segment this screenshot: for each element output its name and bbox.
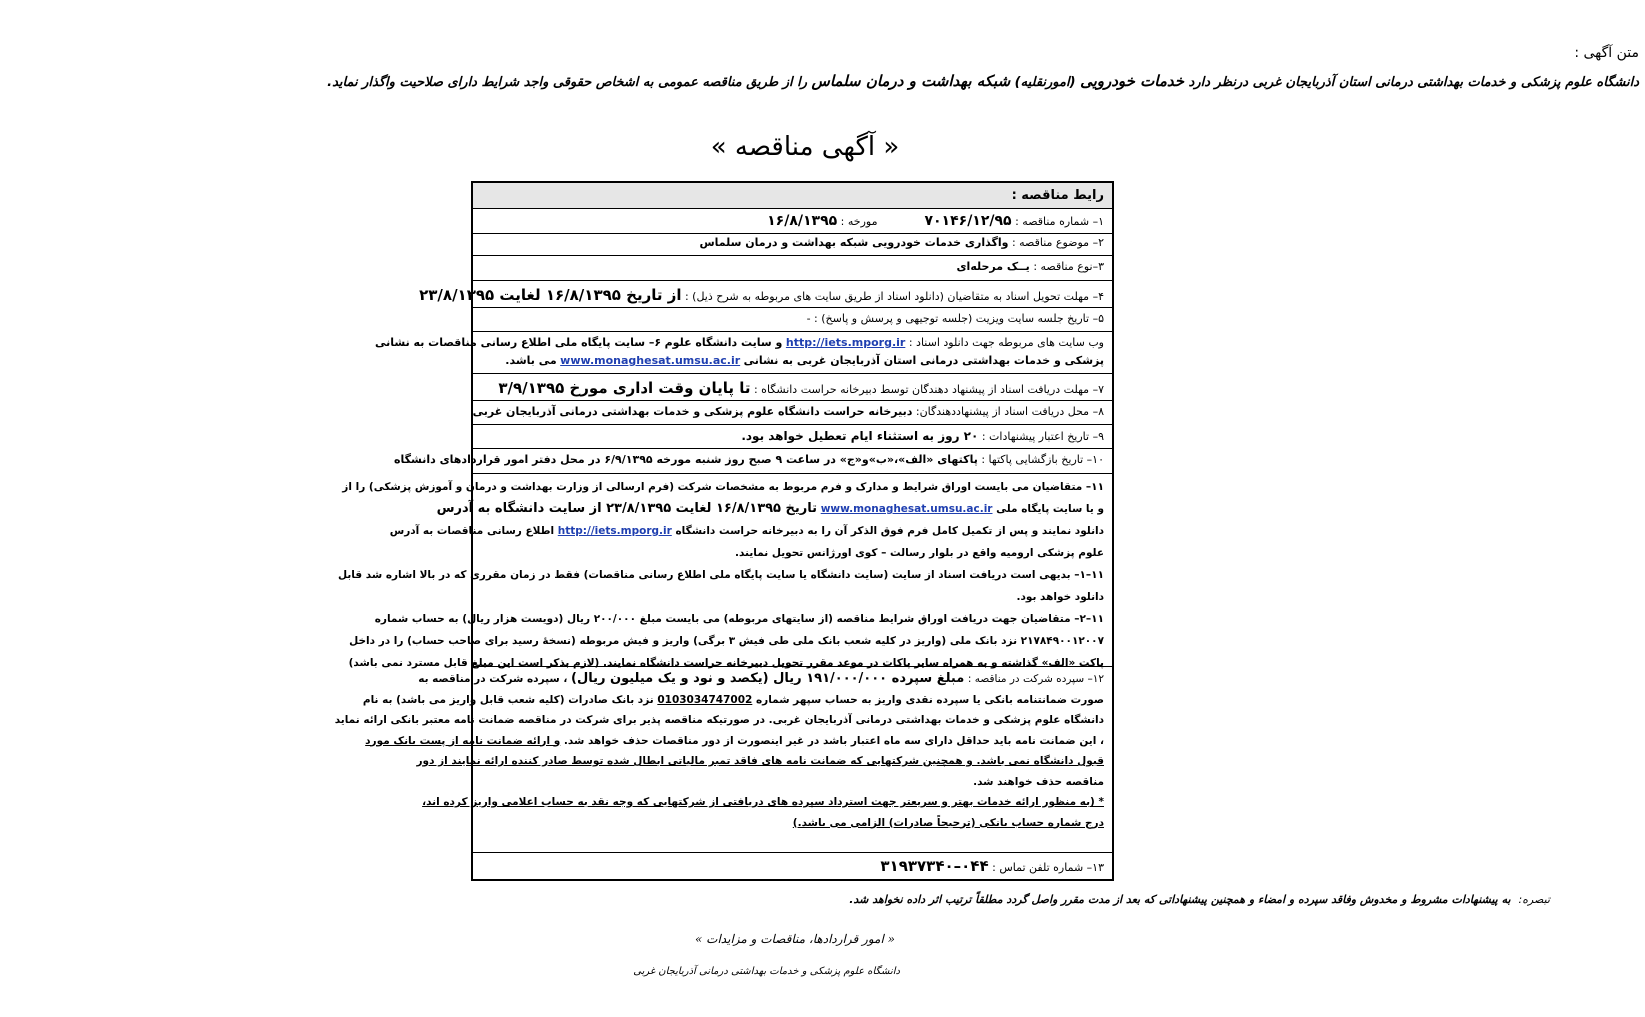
row-opening xyxy=(394,449,1112,474)
submission-place-label: ۸– محل دریافت اسناد از پیشنهاددهندگان: xyxy=(915,405,1104,418)
submission-deadline-label: ۷– مهلت دریافت اسناد از پیشنهاد دهندگان توسط دبیرخانه حراست دانشگاه : xyxy=(753,383,1104,396)
tender-conditions-table xyxy=(334,181,1114,881)
monaghesat-link[interactable]: www.monaghesat.umsu.ac.ir xyxy=(560,354,741,367)
signature-university: دانشگاه علوم پزشکی و خدمات بهداشتی درمانی آذربایجان غربی xyxy=(633,966,900,977)
subject-value: واگذاری خدمات خودرویی شبکه بهداشت و درمان سلماس xyxy=(699,236,1009,249)
deposit-line: قبول دانشگاه نمی باشد. و همچنین شرکتهایی که ضمانت نامه های فاقد تمبر مالیاتی ابطال شده توسط صادر کننده ارائه نمایند از دور xyxy=(416,755,1104,767)
deposit-text: صورت ضمانتنامه بانکی یا سپرده نقدی واریز به حساب سپهر شماره xyxy=(755,693,1104,706)
websites-line-2 xyxy=(481,352,1104,370)
phone-value: ۰۴۴–۳۱۹۳۷۳۴۰ xyxy=(880,857,989,875)
conditions-line xyxy=(389,520,1104,542)
footnote-text: به پیشنهادات مشروط و مخدوش وفاقد سپرده و امضاء و همچنین پیشنهاداتی که بعد از مدت مقرر واصل گردد مطلقاً ترتیب اثر داده نخواهد شد. xyxy=(849,893,1511,906)
deposit-line: مناقصه حذف خواهند شد. xyxy=(973,775,1104,788)
conditions-line: ۱۱– متقاضیان می بایست اوراق شرایط و مدارک و فرم مربوط به مشخصات شرکت (فرم ارسالی از وزارت بهداشت و درمان و آموزش پزشکی) را از xyxy=(342,481,1104,493)
tender-number-value: ۷۰۱۴۶/۱۲/۹۵ xyxy=(924,213,1012,229)
type-label: ۳–نوع مناقصه : xyxy=(1033,260,1104,273)
opening-value: پاکتهای «الف»،«ب»و«ج» در ساعت ۹ صبح روز شنبه مورخه ۶/۹/۱۳۹۵ در محل دفتر امور قراردادهای دانشگاه xyxy=(394,453,978,466)
submission-place-value: دبیرخانه حراست دانشگاه علوم پزشکی و خدمات بهداشتی درمانی آذربایجان غربی xyxy=(472,405,913,418)
deposit-text: ، سپرده شرکت در مناقصه به xyxy=(418,673,568,685)
deposit-text: ، این ضمانت نامه باید حداقل دارای سه ماه اعتبار باشد در غیر اینصورت از دور مناقصات حذف خواهد شد. xyxy=(563,734,1104,747)
deposit-line xyxy=(418,669,1104,690)
deposit-line xyxy=(365,731,1104,752)
notice-label: متن آگهی : xyxy=(1574,45,1639,61)
deposit-line xyxy=(362,690,1104,711)
row-validity xyxy=(473,425,1112,449)
conditions-line xyxy=(436,498,1104,520)
row-tender-number xyxy=(473,209,1112,234)
validity-value: ۲۰ روز به استثناء ایام تعطیل خواهد بود. xyxy=(741,429,979,443)
footnote xyxy=(790,893,1550,906)
submission-deadline-value: تا پایان وقت اداری مورخ ۳/۹/۱۳۹۵ xyxy=(498,379,751,397)
deposit-account: 0103034747002 xyxy=(657,693,753,706)
opening-label: ۱۰– تاریخ بازگشایی پاکتها : xyxy=(981,453,1104,466)
websites-text: می باشد. xyxy=(505,354,557,367)
conditions-text: تاریخ ۱۶/۸/۱۳۹۵ لغایت ۲۳/۸/۱۳۹۵ از سایت دانشگاه به آدرس xyxy=(436,501,818,516)
conditions-line: ۱۱–۲– متقاضیان جهت دریافت اوراق شرایط مناقصه (از سایتهای مربوطه) می بایست مبلغ ۲۰۰/۰۰۰ ریال (دویست هزار ریال) به حساب شماره xyxy=(374,613,1104,625)
validity-label: ۹– تاریخ اعتبار پیشنهادات : xyxy=(981,430,1104,443)
row-websites xyxy=(374,332,1112,374)
row-type xyxy=(473,256,1112,281)
websites-line-1 xyxy=(374,334,1104,352)
intro-text: (امورنقلیه) xyxy=(1010,75,1081,90)
deposit-line: دانشگاه علوم پزشکی و خدمات بهداشتی درمانی آذربایجان غربی. در صورتیکه مناقصه پذیر برای شرکت در مناقصه ضمانت نامه معتبر بانکی ارائه نماید xyxy=(334,714,1104,726)
row-conditions xyxy=(337,474,1112,669)
conditions-line: ۲۱۷۸۴۹۰۰۱۲۰۰۷ نزد بانک ملی (واریز در کلیه شعب بانک ملی طی فیش ۳ برگی) واریز و فیش مربوطه (نسخهٔ رسید برای صاحب حساب) را در داخل xyxy=(349,635,1104,647)
conditions-text: اطلاع رسانی مناقصات به آدرس xyxy=(389,525,555,537)
deposit-text: ۱۲– سپرده شرکت در مناقصه : xyxy=(967,673,1104,685)
row-phone xyxy=(473,853,1112,879)
doc-deadline-label: ۴– مهلت تحویل اسناد به متقاضیان (دانلود اسناد از طریق سایت های مربوطه به شرح ذیل) : xyxy=(684,290,1104,303)
websites-text: پزشکی و خدمات بهداشتی درمانی استان آذربایجان غربی به نشانی xyxy=(743,354,1104,367)
intro-paragraph xyxy=(309,72,1639,90)
conditions-line: پاکت «الف» گذاشته و به همراه سایر پاکات در موعد مقرر تحویل دبیرخانه حراست دانشگاه نمایند. (لازم بذکر است این مبلغ قابل مسترد نمی باشد) xyxy=(348,657,1104,669)
conditions-line: دانلود خواهد بود. xyxy=(1016,591,1104,603)
row-deposit xyxy=(334,667,1112,853)
iets-link[interactable]: http://iets.mporg.ir xyxy=(785,336,906,349)
phone-label: ۱۳– شماره تلفن تماس : xyxy=(992,861,1104,874)
conditions-text: دانلود نمایند و پس از تکمیل کامل فرم فوق الذکر آن را به دبیرخانه حراست دانشگاه xyxy=(675,525,1104,537)
footnote-lead: تبصره: xyxy=(1518,893,1550,906)
intro-text: را از طریق مناقصه عمومی به اشخاص حقوقی واجد شرایط دارای صلاحیت واگذار نماید. xyxy=(327,75,812,90)
conditions-line: ۱۱–۱– بدیهی است دریافت اسناد از سایت (سایت دانشگاه یا سایت پایگاه ملی اطلاع رسانی مناقصات) فقط در زمان مقرری که در بالا اشاره شد قابل xyxy=(337,569,1104,581)
row-site-visit: ۵– تاریخ جلسه سایت ویزیت (جلسه توجیهی و پرسش و پاسخ) : - xyxy=(473,308,1112,332)
deposit-amount: مبلغ سپرده ۱۹۱/۰۰۰/۰۰۰ ریال (یکصد و نود و یک میلیون ریال) xyxy=(571,671,965,686)
iets-link[interactable]: http://iets.mporg.ir xyxy=(557,525,672,537)
deposit-text: نزد بانک صادرات (کلیه شعب قابل واریز می باشد) به نام xyxy=(362,693,654,706)
monaghesat-link[interactable]: www.monaghesat.umsu.ac.ir xyxy=(820,503,993,515)
websites-text: ۶– سایت پایگاه ملی اطلاع رسانی مناقصات به نشانی xyxy=(374,336,662,349)
websites-text: و سایت دانشگاه علوم xyxy=(664,336,783,349)
deposit-line: * (به منظور ارائه خدمات بهتر و سریعتر جهت استرداد سپرده های دریافتی از شرکتهایی که وجه نقد به حساب اعلامی واریز کرده اند، xyxy=(422,796,1104,808)
type-value: یــک مرحله‌ای xyxy=(956,260,1030,273)
intro-network: شبکه بهداشت و درمان سلماس xyxy=(811,72,1011,90)
tender-date-label: مورخه : xyxy=(840,215,878,228)
deposit-text: و ارائه ضمانت نامه از پست بانک مورد xyxy=(365,734,561,747)
doc-deadline-value: از تاریخ ۱۶/۸/۱۳۹۵ لغایت ۲۳/۸/۱۳۹۵ xyxy=(419,286,682,304)
conditions-text: و یا سایت پایگاه ملی xyxy=(996,503,1104,515)
subject-label: ۲– موضوع مناقصه : xyxy=(1011,236,1104,249)
tender-date-value: ۱۶/۸/۱۳۹۵ xyxy=(767,213,838,229)
page-title: « آگهی مناقصه » xyxy=(710,132,900,162)
row-doc-deadline xyxy=(419,281,1112,308)
signature-office: « امور قراردادها، مناقصات و مزایدات » xyxy=(695,932,895,946)
deposit-line: درج شماره حساب بانکی (ترجیحاً صادرات) الزامی می باشد.) xyxy=(792,816,1104,829)
row-submission-place xyxy=(473,401,1112,425)
websites-label: وب سایت های مربوطه جهت دانلود اسناد : xyxy=(908,336,1104,349)
intro-service: خدمات خودرویی xyxy=(1080,72,1185,90)
row-subject xyxy=(473,234,1112,256)
conditions-line: علوم پزشکی ارومیه واقع در بلوار رسالت – کوی اورژانس تحویل نمایند. xyxy=(734,547,1104,559)
intro-text: دانشگاه علوم پزشکی و خدمات بهداشتی درمانی استان آذربایجان غربی درنظر دارد xyxy=(1184,75,1639,90)
row-submission-deadline xyxy=(473,374,1112,401)
tender-number-label: ۱– شماره مناقصه : xyxy=(1015,215,1104,228)
table-header: رایط مناقصه : xyxy=(473,183,1112,209)
